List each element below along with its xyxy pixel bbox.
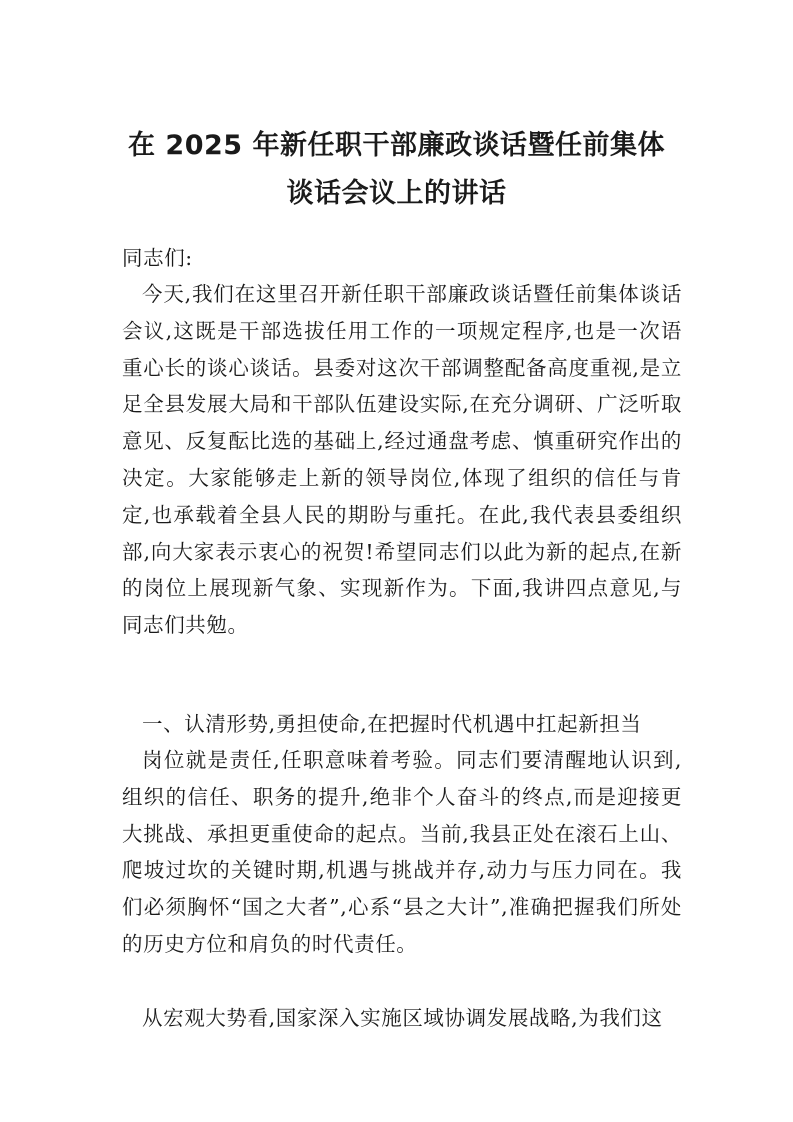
document-title-line-1: 在 2025 年新任职干部廉政谈话暨任前集体	[128, 130, 665, 161]
paragraph-1: 今天,我们在这里召开新任职干部廉政谈话暨任前集体谈话会议,这既是干部选拔任用工作的一项规定程序,也是一次语重心长的谈心谈话。县委对这次干部调整配备高度重视,是立足全县发展大局和干部队伍建设实际,在充分调研、广泛听取意见、反复酝比选的基础上,经过通盘考虑、慎重研究作出的决定。大家能够走上新的领导岗位,体现了组织的信任与肯定,也承载着全县人民的期盼与重托。在此,我代表县委组织部,向大家表示衷心的祝贺!希望同志们以此为新的起点,在新的岗位上展现新气象、实现新作为。下面,我讲四点意见,与同志们共勉。	[122, 282, 682, 638]
paragraph-3: 从宏观大势看,国家深入实施区域协调发展战略,为我们这	[142, 1006, 663, 1030]
document-title-line-2: 谈话会议上的讲话	[286, 178, 507, 209]
section-heading-1: 一、认清形势,勇担使命,在把握时代机遇中扛起新担当	[142, 712, 642, 736]
salutation: 同志们:	[122, 246, 193, 270]
paragraph-2: 岗位就是责任,任职意味着考验。同志们要清醒地认识到,组织的信任、职务的提升,绝非个人奋斗的终点,而是迎接更大挑战、承担更重使命的起点。当前,我县正处在滚石上山、爬坡过坎的关键时期,机遇与挑战并存,动力与压力同在。我们必须胸怀“国之大者”,心系“县之大计”,准确把握我们所处的历史方位和肩负的时代责任。	[122, 748, 682, 956]
